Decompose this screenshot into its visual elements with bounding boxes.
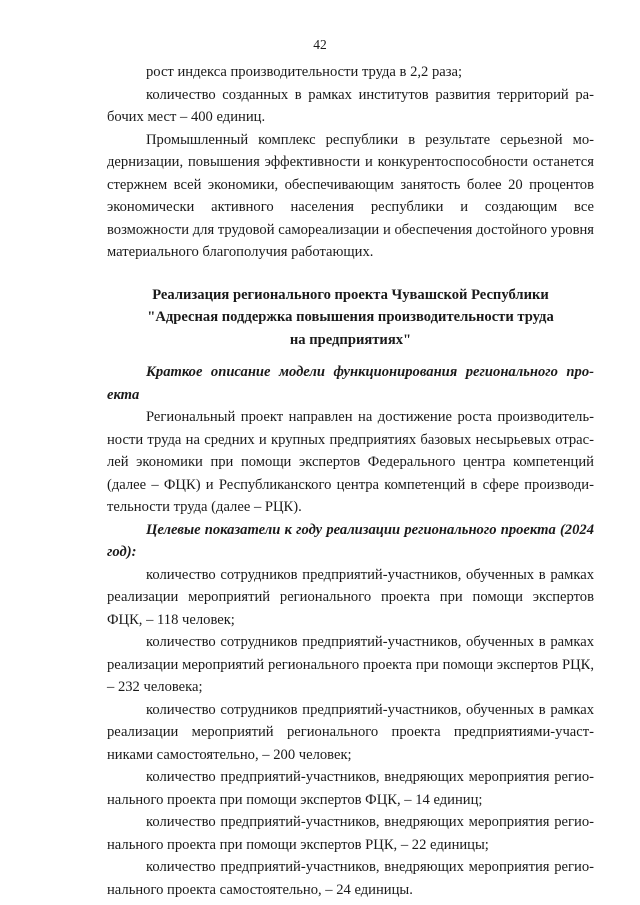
section-heading [107, 284, 594, 352]
section-heading-line-3: на предприятиях" [289, 331, 412, 348]
paragraph-project-description: Региональный проект направлен на достижение роста производительности труда на средних и крупных предприятиях базовых несырьевых отраслей экономики при помощи экспертов Федерального центра компетенций (далее – ФЦК) и Республиканского центра компетенций в сфере производительности труда (далее – РЦК). [107, 409, 594, 515]
list-item-indicator-3: количество сотрудников предприятий-участников, обученных в рамках реализации мероприятий регионального проекта предприятиями-участниками самостоятельно, – 200 человек; [107, 701, 594, 763]
section-heading-line-1: Реализация регионального проекта Чувашской Республики [152, 286, 549, 303]
page-number: 42 [313, 37, 327, 52]
list-item-indicator-5: количество предприятий-участников, внедряющих мероприятия регионального проекта при помощи экспертов РЦК, – 22 единицы; [107, 814, 594, 853]
paragraph-industrial-complex: Промышленный комплекс республики в результате серьезной модернизации, повышения эффективности и конкурентоспособности останется стержнем всей экономики, обеспечивающим занятость более 20 процентов экономически активного населения республики и создающим все возможности для трудовой самореализации и обеспечения достойного уровня материального благополучия работающих. [107, 131, 594, 260]
list-item-indicator-2: количество сотрудников предприятий-участников, обученных в рамках реализации мероприятий регионального проекта при помощи экспертов РЦК, – 232 человека; [107, 634, 594, 695]
page-content [107, 61, 594, 901]
section-heading-line-2: "Адресная поддержка повышения производительности труда [147, 309, 554, 325]
list-item-indicator-1: количество сотрудников предприятий-участников, обученных в рамках реализации мероприятий регионального проекта при помощи экспертов ФЦК, – 118 человек; [107, 566, 594, 628]
list-item-indicator-4: количество предприятий-участников, внедряющих мероприятия регионального проекта при помощи экспертов ФЦК, – 14 единиц; [107, 769, 594, 808]
list-item-indicator-6: количество предприятий-участников, внедряющих мероприятия регионального проекта самостоятельно, – 24 единицы. [107, 859, 594, 898]
paragraph-productivity-index: рост индекса производительности труда в 2,2 раза; [146, 64, 463, 80]
subheading-model-description: Краткое описание модели функционирования регионального проекта [107, 364, 594, 403]
paragraph-jobs-created: количество созданных в рамках институтов развития территорий рабочих мест – 400 единиц. [107, 86, 594, 125]
subheading-target-indicators: Целевые показатели к году реализации регионального проекта (2024 год): [107, 521, 594, 560]
